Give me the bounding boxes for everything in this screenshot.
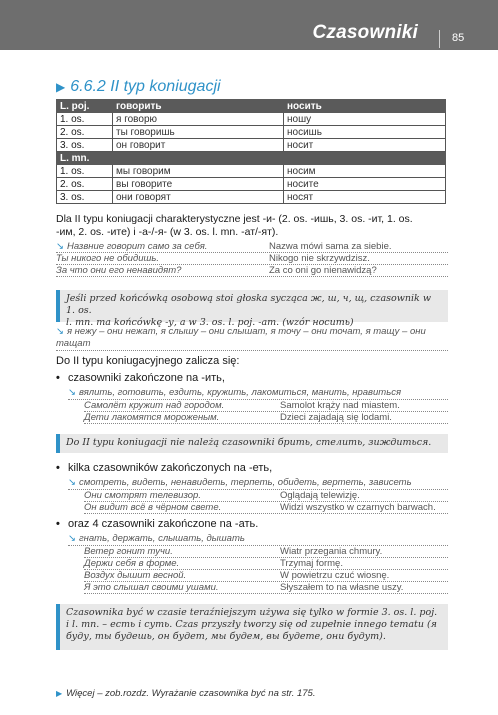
header-divider	[439, 30, 440, 48]
arrow-icon: ↘	[68, 477, 76, 488]
text-line: -им, 2. os. -ите) i -а-/-я- (w 3. os. l. mn. -ат/-ят).	[56, 226, 279, 238]
bullet-dot: •	[56, 462, 60, 474]
triangle-icon: ▶	[56, 689, 63, 698]
example-russian: Назвние говорит само за себя.	[66, 241, 208, 252]
example-list-2	[84, 400, 448, 424]
table-cell: 1. os.	[57, 165, 113, 178]
example-list-4	[84, 546, 448, 594]
note-line: буду, ты будешь, он будет, мы будем, вы будете, они будут).	[66, 631, 386, 642]
header-bar	[0, 0, 498, 50]
paragraph-ending-rule	[56, 213, 448, 239]
example-russian: Дети лакомятся мороженым.	[84, 412, 220, 423]
table-cell: носят	[284, 191, 446, 204]
bullet-text: kilka czasowników zakończonych na -еть,	[68, 462, 273, 474]
example-russian: Держи себя в форме.	[84, 558, 180, 569]
example-russian: Он видит всё в чёрном свете.	[84, 502, 222, 513]
example-polish: Za co oni go nienawidzą?	[269, 265, 377, 276]
table-cell: 2. os.	[57, 126, 113, 139]
page-number: 85	[452, 32, 465, 44]
chapter-title: Czasowniki	[312, 22, 418, 43]
note-example-line: я нежу – они нежат, я слышу – они слышат, я точу – они точат, я тащу – они	[66, 326, 426, 337]
note-box-sibilants	[56, 290, 448, 328]
verb-list-text: гнать, держать, слышать, дышать	[78, 533, 245, 544]
example-row	[84, 570, 448, 582]
example-row	[84, 582, 448, 594]
example-polish: Dzieci zajadają się lodami.	[280, 412, 392, 423]
example-row	[84, 490, 448, 502]
example-row	[56, 253, 448, 265]
table-cell: говорить	[113, 100, 284, 113]
table-row	[57, 139, 446, 152]
example-row	[84, 400, 448, 412]
example-polish: Wiatr przegania chmury.	[280, 546, 383, 557]
note-example	[56, 326, 448, 351]
table-cell: L. poj.	[57, 100, 113, 113]
note-box-byc	[56, 604, 448, 650]
verb-list	[68, 387, 448, 400]
example-row	[84, 502, 448, 514]
example-polish: Oglądają telewizję.	[280, 490, 360, 501]
note-line: i l. mn. – есть i суть. Czas przyszły tworzy się od zupełnie innego tematu (я	[66, 619, 437, 630]
example-row	[56, 241, 448, 253]
bullet-text: czasowniki zakończone na -ить,	[68, 372, 225, 384]
table-cell: носим	[284, 165, 446, 178]
table-header-singular	[57, 100, 446, 113]
example-russian: Я это слышал своими ушами.	[84, 582, 219, 593]
table-row	[57, 178, 446, 191]
section-heading	[56, 78, 221, 96]
table-header-plural	[57, 152, 446, 165]
bullet-dot: •	[56, 518, 60, 530]
table-cell: носите	[284, 178, 446, 191]
example-russian: Ты никого не обидишь.	[56, 253, 160, 264]
table-cell: я говорю	[113, 113, 284, 126]
cross-reference	[56, 688, 315, 699]
text-line: Dla II typu koniugacji charakterystyczne jest -и- (2. os. -ишь, 3. os. -ит, 1. os.	[56, 213, 413, 225]
arrow-icon: ↘	[68, 533, 76, 544]
note-box-exceptions	[56, 434, 448, 453]
table-cell: мы говорим	[113, 165, 284, 178]
table-row	[57, 113, 446, 126]
table-cell: они говорят	[113, 191, 284, 204]
example-list-3	[84, 490, 448, 514]
conjugation-table	[56, 99, 446, 204]
table-row	[57, 191, 446, 204]
example-row	[84, 558, 448, 570]
table-row	[57, 165, 446, 178]
table-cell: ношу	[284, 113, 446, 126]
bullet-text: oraz 4 czasowniki zakończone na -ать.	[68, 518, 259, 530]
table-cell: 3. os.	[57, 191, 113, 204]
example-russian: Самолёт кружит над городом.	[84, 400, 225, 411]
note-example-line: тащат	[56, 338, 91, 349]
example-russian: Воздух дышит весной.	[84, 570, 187, 581]
example-polish: Widzi wszystko w czarnych barwach.	[280, 502, 436, 513]
note-line: Czasownika być w czasie teraźniejszym używa się tylko w formie 3. os. l. poj.	[66, 607, 438, 618]
example-polish: Samolot krąży nad miastem.	[280, 400, 400, 411]
table-cell: 3. os.	[57, 139, 113, 152]
paragraph-list-intro: Do II typu koniugacyjnego zalicza się:	[56, 355, 240, 367]
table-cell: L. mn.	[57, 152, 113, 165]
example-russian: Они смотрят телевизор.	[84, 490, 201, 501]
table-cell: 2. os.	[57, 178, 113, 191]
example-row	[56, 265, 448, 277]
note-line: l. mn. ma końcówkę -у, a w 3. os. l. poj. -ат. (wzór носить)	[66, 317, 354, 328]
example-polish: Trzymaj formę.	[280, 558, 343, 569]
note-line: Do II typu koniugacji nie należą czasowniki брить, стелить, зиждиться.	[66, 437, 432, 448]
section-title: 6.6.2 II typ koniugacji	[70, 78, 221, 95]
table-cell	[113, 152, 284, 165]
example-row	[84, 412, 448, 424]
verb-list-text: смотреть, видеть, ненавидеть, терпеть, обидеть, вертеть, зависеть	[78, 477, 412, 488]
verb-list-text: вялить, готовить, ездить, кружить, лакомиться, манить, нравиться	[78, 387, 402, 398]
example-polish: Nazwa mówi sama za siebie.	[269, 241, 392, 252]
table-cell: 1. os.	[57, 113, 113, 126]
bullet-dot: •	[56, 372, 60, 384]
example-list-1	[56, 241, 448, 277]
arrow-icon: ↘	[68, 387, 76, 398]
example-russian: Ветер гонит тучи.	[84, 546, 173, 557]
example-russian: За что они его ненавидят?	[56, 265, 182, 276]
example-polish: W powietrzu czuć wiosnę.	[280, 570, 390, 581]
table-row	[57, 126, 446, 139]
example-polish: Słyszałem to na własne uszy.	[280, 582, 404, 593]
table-cell	[284, 152, 446, 165]
table-cell: носит	[284, 139, 446, 152]
verb-list	[68, 477, 448, 490]
arrow-icon: ↘	[56, 241, 64, 252]
table-cell: ты говоришь	[113, 126, 284, 139]
verb-list	[68, 533, 448, 546]
arrow-icon: ↘	[56, 326, 64, 337]
cross-reference-text: Więcej – zob.rozdz. Wyrażanie czasownika być na str. 175.	[66, 688, 316, 699]
example-polish: Nikogo nie skrzywdzisz.	[269, 253, 370, 264]
table-cell: вы говорите	[113, 178, 284, 191]
table-cell: носишь	[284, 126, 446, 139]
table-cell: носить	[284, 100, 446, 113]
example-row	[84, 546, 448, 558]
table-cell: он говорит	[113, 139, 284, 152]
triangle-icon: ▶	[56, 80, 66, 94]
note-line: Jeśli przed końcówką osobową stoi głoska sycząca ж, ш, ч, щ, czasownik w 1. os.	[66, 293, 431, 316]
